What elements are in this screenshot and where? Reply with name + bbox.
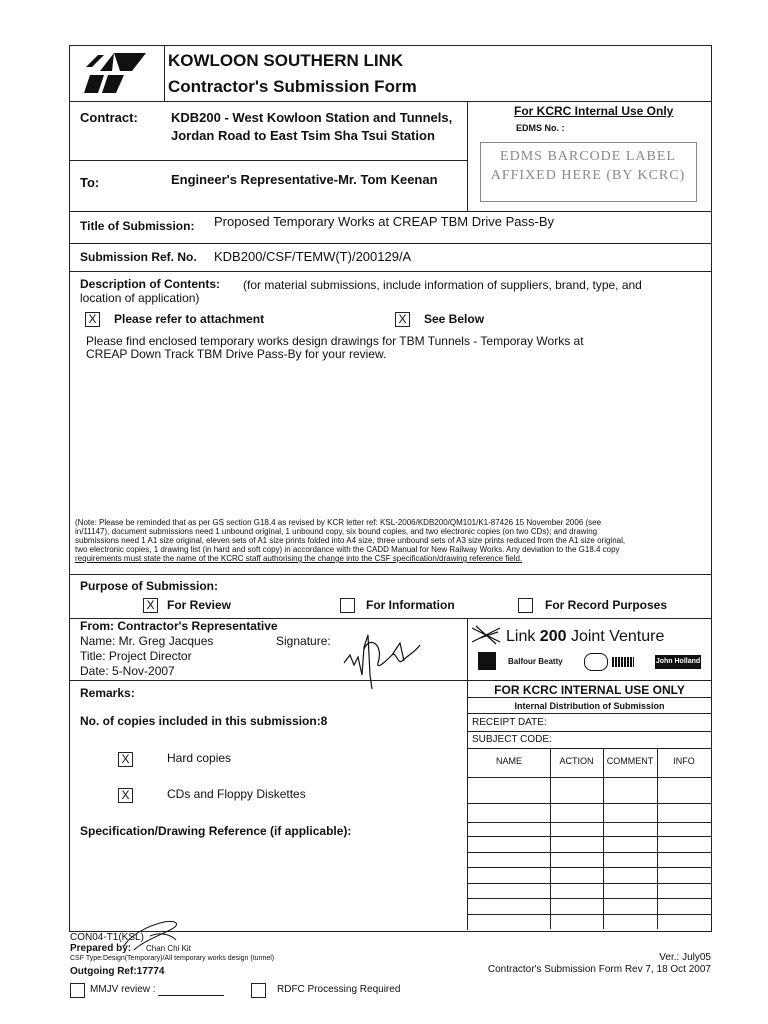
- purpose-label: Purpose of Submission:: [80, 579, 219, 593]
- see-below-label: See Below: [424, 312, 485, 326]
- copies-count: No. of copies included in this submission:8: [80, 714, 328, 728]
- hard-copies-checkbox[interactable]: X: [118, 752, 133, 767]
- jv-name-c: Joint Venture: [566, 628, 665, 645]
- contract-line2: Jordan Road to East Tsim Sha Tsui Station: [171, 128, 435, 143]
- for-record-checkbox[interactable]: [518, 598, 533, 613]
- barcode-label-line1: EDMS BARCODE LABEL: [500, 149, 676, 164]
- partner-logo-1: [478, 652, 496, 670]
- ref-value: KDB200/CSF/TEMW(T)/200129/A: [214, 249, 412, 264]
- note-line-5: requirements must state the name of the KCRC staff authorising the change into the CSF specification/drawing reference field.: [75, 554, 523, 563]
- jv-name-a: Link: [506, 628, 540, 645]
- description-hint2: location of application): [80, 291, 200, 305]
- attachment-label: Please refer to attachment: [114, 312, 265, 326]
- description-body-1: Please find enclosed temporary works design drawings for TBM Tunnels - Temporay Works at: [86, 334, 584, 348]
- mmjv-review-label: MMJV review :: [90, 984, 156, 995]
- for-information-checkbox[interactable]: [340, 598, 355, 613]
- cd-checkbox[interactable]: X: [118, 788, 133, 803]
- distribution-label: Internal Distribution of Submission: [514, 701, 665, 711]
- cd-label: CDs and Floppy Diskettes: [167, 787, 306, 801]
- see-below-checkbox[interactable]: X: [395, 312, 410, 327]
- subject-code-label: SUBJECT CODE:: [472, 734, 552, 745]
- col-header-action: ACTION: [559, 756, 594, 766]
- contract-label: Contract:: [80, 110, 138, 125]
- attachment-checkbox[interactable]: X: [85, 312, 100, 327]
- title-submission-label: Title of Submission:: [80, 219, 195, 233]
- note-line-1: (Note: Please be reminded that as per GS section G18.4 as revised by KCR letter ref: KSL-2006/KDB200/QM101/K1-87426 15 November 2006 (see: [75, 518, 602, 527]
- remarks-label: Remarks:: [80, 686, 135, 700]
- mmjv-review-checkbox[interactable]: [70, 983, 85, 998]
- preparer-signature: [120, 916, 190, 956]
- outgoing-ref: Outgoing Ref:17774: [70, 966, 165, 977]
- description-label: Description of Contents:: [80, 277, 220, 291]
- col-header-info: INFO: [673, 756, 695, 766]
- from-name: Name: Mr. Greg Jacques: [80, 634, 214, 648]
- edms-label: EDMS No. :: [516, 123, 565, 133]
- kcrc-box-title: FOR KCRC INTERNAL USE ONLY: [494, 683, 685, 697]
- partner-logo-3: [612, 657, 634, 667]
- form-revision: Contractor's Submission Form Rev 7, 18 Oct 2007: [487, 964, 711, 975]
- partner-balfour: Balfour Beatty: [508, 657, 563, 666]
- note-line-4: two electronic copies, 1 drawing list (in hard and soft copy) in accordance with the CADD Manual for New Railway Works. Any deviation to the G18.4 copy: [75, 545, 620, 554]
- header-title: KOWLOON SOUTHERN LINK: [168, 51, 404, 70]
- title-submission-value: Proposed Temporary Works at CREAP TBM Drive Pass-By: [214, 214, 555, 229]
- barcode-label-line2: AFFIXED HERE (BY KCRC): [490, 168, 686, 183]
- csf-type: CSF Type:Design(Temporary)/All temporary works design (tunnel): [70, 955, 275, 962]
- partner-logo-2: [584, 653, 608, 671]
- to-label: To:: [80, 175, 100, 190]
- description-hint: (for material submissions, include information of suppliers, brand, type, and: [243, 278, 642, 292]
- header-subtitle: Contractor's Submission Form: [168, 77, 417, 96]
- rdfc-checkbox[interactable]: [251, 983, 266, 998]
- for-record-label: For Record Purposes: [545, 598, 668, 612]
- form-code: CON04-T1(KSL): [70, 932, 144, 943]
- contract-line1: KDB200 - West Kowloon Station and Tunnels,: [171, 110, 453, 125]
- prepared-by-label: Prepared by:: [70, 943, 132, 954]
- kcrc-logo: [84, 49, 150, 97]
- partner-john-holland: John Holland: [655, 655, 701, 669]
- ref-label: Submission Ref. No.: [80, 250, 197, 264]
- from-date: Date: 5-Nov-2007: [80, 664, 175, 678]
- to-value: Engineer's Representative-Mr. Tom Keenan: [171, 172, 438, 187]
- spec-reference-label: Specification/Drawing Reference (if applicable):: [80, 824, 352, 838]
- from-title: Title: Project Director: [80, 649, 192, 663]
- hard-copies-label: Hard copies: [167, 751, 232, 765]
- internal-use-title: For KCRC Internal Use Only: [514, 104, 674, 118]
- receipt-date-label: RECEIPT DATE:: [472, 717, 547, 728]
- jv-logo-icon: [470, 624, 504, 646]
- jv-name-b: 200: [539, 628, 567, 645]
- col-header-name: NAME: [495, 756, 522, 766]
- rdfc-label: RDFC Processing Required: [277, 984, 401, 995]
- preparer-name: Chan Chi Kit: [146, 944, 191, 953]
- from-label: From: Contractor's Representative: [80, 619, 278, 633]
- for-review-label: For Review: [167, 598, 232, 612]
- version: Ver.: July05: [659, 952, 711, 963]
- for-information-label: For Information: [366, 598, 455, 612]
- for-review-checkbox[interactable]: X: [143, 598, 158, 613]
- from-signature-label: Signature:: [276, 634, 331, 648]
- note-line-3: submissions need 1 A1 size original, eleven sets of A1 size prints folded into A4 size, three unbound sets of A3 size prints reduced from the A1 size original,: [75, 536, 626, 545]
- note-line-2: in/11147), document submissions need 1 unbound original, 1 unbound copy, six bound copies, and two electronic copies (on two CDs); and drawing: [75, 527, 598, 536]
- signature-scribble: [340, 615, 430, 690]
- col-header-comment: COMMENT: [606, 756, 654, 766]
- description-body-2: CREAP Down Track TBM Drive Pass-By for your review.: [86, 347, 387, 361]
- jv-logo-text: [506, 628, 664, 646]
- distribution-table: [468, 748, 711, 929]
